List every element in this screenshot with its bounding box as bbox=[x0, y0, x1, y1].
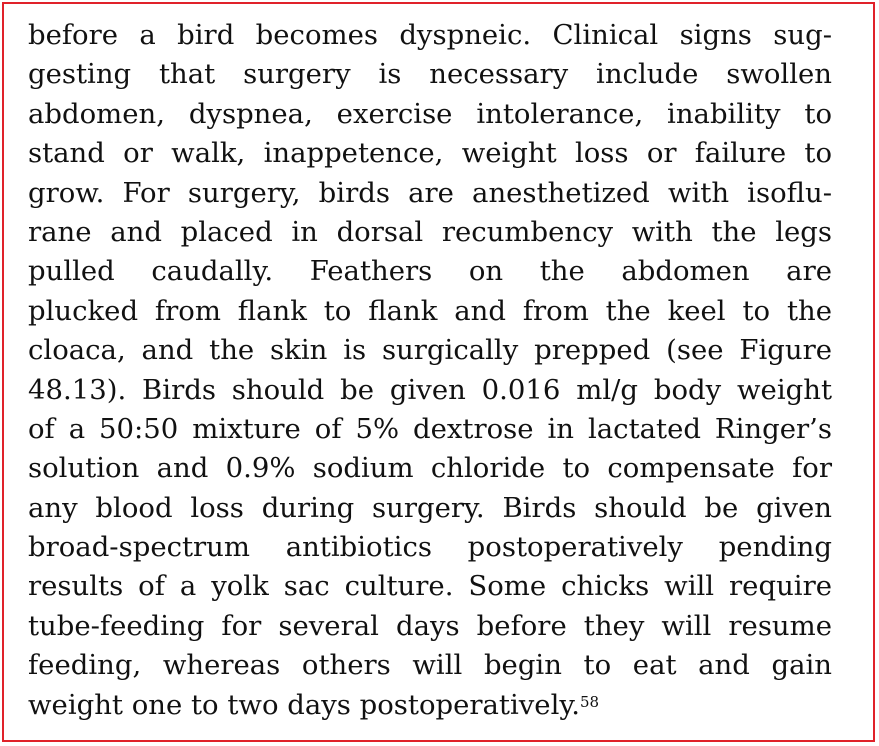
text-line: of a 50:50 mixture of 5% dextrose in lactated Ringer’s bbox=[28, 412, 832, 445]
text-line: results of a yolk sac culture. Some chicks will require bbox=[28, 570, 832, 603]
text-line: feeding, whereas others will begin to eat and gain bbox=[28, 649, 832, 682]
text-line: gesting that surgery is necessary include swollen bbox=[28, 58, 832, 91]
text-line: grow. For surgery, birds are anesthetized with isoflu- bbox=[28, 176, 832, 209]
text-line-last bbox=[28, 686, 832, 725]
text-line: abdomen, dyspnea, exercise intolerance, inability to bbox=[28, 97, 832, 130]
text-line: plucked from flank to flank and from the keel to the bbox=[28, 294, 832, 327]
text-line: cloaca, and the skin is surgically prepped (see Figure bbox=[28, 334, 832, 367]
text-line: 48.13). Birds should be given 0.016 ml/g body weight bbox=[28, 373, 832, 406]
text-line: stand or walk, inappetence, weight loss or failure to bbox=[28, 137, 832, 170]
text-line: rane and placed in dorsal recumbency with the legs bbox=[28, 215, 832, 248]
last-line-text: weight one to two days postoperatively. bbox=[28, 688, 581, 721]
footnote-reference[interactable]: 58 bbox=[580, 692, 600, 711]
text-line: broad-spectrum antibiotics postoperatively pending bbox=[28, 531, 832, 564]
text-line: solution and 0.9% sodium chloride to compensate for bbox=[28, 452, 832, 485]
text-line: pulled caudally. Feathers on the abdomen are bbox=[28, 255, 832, 288]
paragraph bbox=[28, 16, 832, 725]
page-frame bbox=[2, 2, 875, 742]
text-line: before a bird becomes dyspneic. Clinical signs sug- bbox=[28, 19, 832, 51]
text-line: any blood loss during surgery. Birds should be given bbox=[28, 491, 832, 524]
text-line: tube-feeding for several days before they will resume bbox=[28, 609, 832, 642]
